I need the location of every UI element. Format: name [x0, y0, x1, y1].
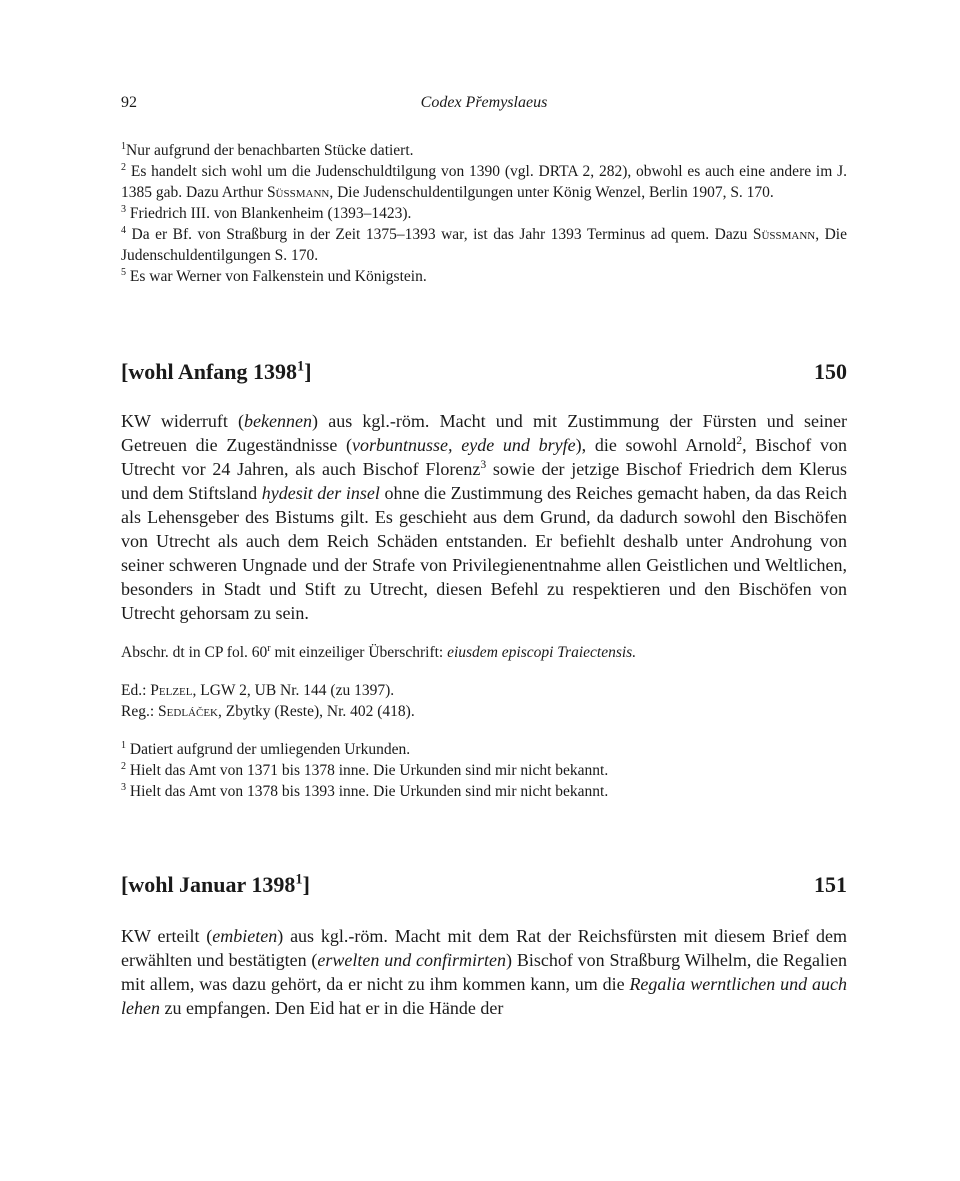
source-heading-quote: eiusdem episcopi Traiectensis.	[447, 644, 637, 661]
regest-text: zu empfangen. Den Eid hat er in die Hände der	[159, 998, 504, 1018]
footnote-mark: 2	[121, 161, 127, 173]
footnote	[121, 140, 847, 161]
footnote	[121, 739, 847, 760]
footnote-mark: 1	[121, 739, 127, 751]
footnote	[121, 224, 847, 266]
entry-150-regest	[121, 409, 847, 625]
entry-150-source	[121, 642, 847, 663]
regest-text: sowie der jetzige Bischof Friedrich dem Klerus und dem Stiftsland	[121, 459, 847, 503]
footnote-ref: 2	[736, 434, 743, 447]
entry-title-mark: 1	[297, 358, 305, 375]
entry-title-bracket: ]	[302, 872, 310, 897]
folio-side: r	[267, 642, 271, 654]
footnote	[121, 203, 847, 224]
entry-title	[121, 359, 312, 385]
edition-text: , LGW 2, UB Nr. 144 (zu 1397).	[192, 682, 395, 699]
regest-text: , Bischof von Utrecht vor 24 Jahren, als auch Bischof Florenz	[121, 435, 847, 479]
edition-line	[121, 680, 847, 701]
footnote-mark: 3	[121, 781, 127, 793]
regest-text: ) Bischof von Straßburg Wilhelm, die Regalien mit allem, was dazu gehört, da er nicht zu ihm kommen kann, um die	[121, 950, 848, 994]
edition-label: Ed.:	[121, 682, 151, 699]
author-name: Sedláček	[158, 703, 218, 720]
entry-151-heading	[121, 872, 847, 912]
footnote-mark: 4	[121, 224, 127, 236]
footnote-text: Da er Bf. von Straßburg in der Zeit 1375–1393 war, ist das Jahr 1393 Terminus ad quem. Dazu	[131, 226, 753, 243]
regest-quote: bekennen	[244, 411, 313, 431]
regest-quote: Regalia werntlichen und auch lehen	[121, 974, 847, 1018]
footnote-mark: 5	[121, 266, 127, 278]
entry-title	[121, 872, 310, 898]
footnote-text: , Die Judenschuldentilgungen S. 170.	[121, 226, 847, 264]
regest-text: ), die sowohl Arnold	[575, 435, 737, 455]
regest-text: ohne die Zustimmung des Reiches gemacht haben, da das Reich als Lehensgeber des Bistums gilt. Es geschieht aus dem Grund, da dadurch sowohl den Bischöfen von Utrecht als auch dem Reich Schäden entstanden. Er befiehlt deshalb unter Androhung von seiner schweren Ungnade und der Strafe von Privilegienentnahme allen Geistlichen und Weltlichen, besonders in Stadt und Stift zu Utrecht, diesen Befehl zu respektieren und den Bischöfen von Utrecht gehorsam zu sein.	[121, 483, 848, 623]
footnote-text: Hielt das Amt von 1378 bis 1393 inne. Die Urkunden sind mir nicht bekannt.	[129, 783, 609, 800]
footnote-text: Friedrich III. von Blankenheim (1393–1423).	[129, 205, 412, 222]
footnote-mark: 3	[121, 203, 127, 215]
footnote-text: Hielt das Amt von 1371 bis 1378 inne. Die Urkunden sind mir nicht bekannt.	[129, 762, 609, 779]
source-text: Abschr. dt in CP fol. 60	[121, 644, 268, 661]
author-name: Süssmann	[752, 226, 816, 243]
footnote-text: , Die Judenschuldentilgungen unter König Wenzel, Berlin 1907, S. 170.	[329, 184, 774, 201]
entry-date: [wohl Januar 1398	[121, 872, 296, 897]
regest-text: ) aus kgl.-röm. Macht mit dem Rat der Reichsfürsten mit diesem Brief dem erwählten und bestätigten (	[121, 926, 847, 970]
regest-text: ) aus kgl.-röm. Macht und mit Zustimmung der Fürsten und seiner Getreuen die Zugeständnisse (	[121, 411, 847, 455]
entry-number: 150	[814, 359, 847, 384]
regest-ref-text: , Zbytky (Reste), Nr. 402 (418).	[217, 703, 415, 720]
author-name: Pelzel	[150, 682, 193, 699]
regest-line	[121, 701, 847, 722]
regest-quote: erwelten und confirmirten	[317, 950, 507, 970]
author-name: Süssmann	[266, 184, 330, 201]
footnote-text: Es war Werner von Falkenstein und Königstein.	[129, 268, 427, 285]
footnote	[121, 760, 847, 781]
footnote	[121, 781, 847, 802]
entry-title-bracket: ]	[304, 359, 312, 384]
running-title: Codex Přemyslaeus	[420, 94, 548, 111]
footnote-mark: 1	[121, 140, 127, 152]
regest-text: KW erteilt (	[121, 926, 213, 946]
top-footnotes	[121, 140, 847, 287]
entry-title-mark: 1	[295, 871, 303, 888]
regest-quote: hydesit der insel	[261, 483, 380, 503]
regest-quote: embieten	[212, 926, 278, 946]
entry-number: 151	[814, 872, 847, 897]
regest-label: Reg.:	[121, 703, 159, 720]
regest-quote: vorbuntnusse, eyde und bryfe	[352, 435, 576, 455]
page-number: 92	[121, 94, 137, 111]
document-page	[121, 92, 847, 1020]
entry-150-footnotes	[121, 739, 847, 802]
footnote-mark: 2	[121, 760, 127, 772]
footnote-ref: 3	[480, 458, 487, 471]
footnote	[121, 266, 847, 287]
footnote-text: Nur aufgrund der benachbarten Stücke datiert.	[126, 142, 414, 159]
entry-date: [wohl Anfang 1398	[121, 359, 298, 384]
running-head	[121, 92, 847, 118]
regest-text: KW widerruft (	[121, 411, 245, 431]
entry-150-heading	[121, 359, 847, 399]
footnote	[121, 161, 847, 203]
footnote-text: Es handelt sich wohl um die Judenschuldtilgung von 1390 (vgl. DRTA 2, 282), obwohl es auch eine andere im J. 1385 gab. Dazu Arthur	[121, 163, 848, 201]
entry-150-bibliography	[121, 680, 847, 722]
entry-151-regest	[121, 924, 847, 1020]
footnote-text: Datiert aufgrund der umliegenden Urkunden.	[129, 741, 411, 758]
source-text: mit einzeiliger Überschrift:	[270, 644, 448, 661]
